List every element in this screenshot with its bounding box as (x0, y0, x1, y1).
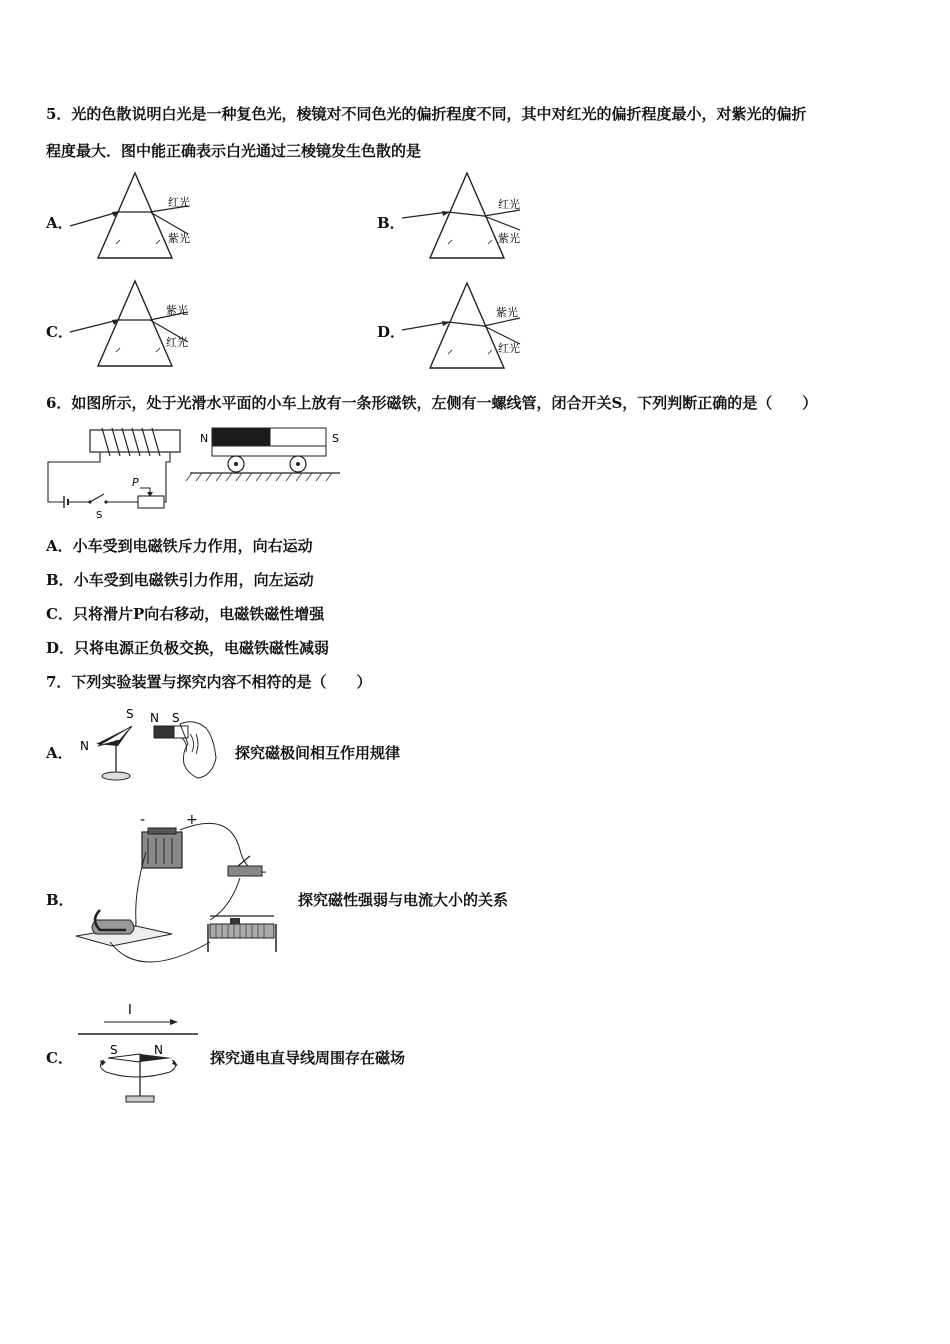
q7-option-a-compass-s: S (126, 707, 134, 721)
q7-option-b-electromagnet-circuit-figure (70, 812, 300, 977)
q5-option-b-top-label: 红光 (498, 198, 520, 211)
q5-stem-line1: 5．光的色散说明白光是一种复色光，棱镜对不同色光的偏折程度不同，其中对红光的偏折程度最小，对紫光的偏折 (46, 105, 807, 123)
q6-option-b: B．小车受到电磁铁引力作用，向左运动 (46, 571, 314, 589)
q6-option-d: D．只将电源正负极交换，电磁铁磁性减弱 (46, 639, 330, 657)
q7-option-b-label: B． (46, 891, 74, 909)
q7-option-b-minus: - (140, 812, 146, 828)
q7-option-a-compass-magnet-figure (76, 704, 226, 784)
q7-option-c-compass-s: S (110, 1043, 118, 1057)
q5-option-c-bottom-label: 红光 (166, 336, 188, 349)
q7-option-c-text: 探究通电直导线周围存在磁场 (210, 1049, 406, 1067)
q6-slider-p-label: P (132, 476, 139, 489)
q7-option-c-wire-compass-figure (74, 1000, 214, 1110)
q5-option-d-label: D． (377, 323, 406, 341)
q6-stem: 6．如图所示，处于光滑水平面的小车上放有一条形磁铁，左侧有一螺线管，闭合开关S，下列判断正确的是（ ） (46, 394, 818, 412)
q7-option-c-current-label: I (128, 1003, 132, 1018)
q7-option-a-text: 探究磁极间相互作用规律 (235, 744, 401, 762)
q7-option-b-plus: + (186, 812, 198, 828)
q5-option-a-label: A． (46, 214, 73, 232)
q5-option-c-label: C． (46, 323, 73, 341)
q6-solenoid-cart-figure (40, 422, 350, 522)
q7-option-c-label: C． (46, 1049, 73, 1067)
q6-magnet-n-label: N (200, 432, 209, 445)
q5-option-a-bottom-label: 紫光 (168, 232, 190, 245)
q5-option-a-top-label: 红光 (168, 196, 190, 209)
q5-stem-line2: 程度最大．图中能正确表示白光通过三棱镜发生色散的是 (46, 142, 422, 160)
q5-option-c-top-label: 紫光 (166, 304, 188, 317)
q6-switch-s-label: S (96, 510, 103, 521)
q6-option-c: C．只将滑片P向右移动，电磁铁磁性增强 (46, 605, 325, 623)
q5-option-a-prism-figure (60, 170, 200, 270)
q5-option-d-prism-figure (392, 280, 532, 380)
q6-magnet-s-label: S (332, 432, 339, 445)
q7-option-a-label: A． (46, 744, 73, 762)
q5-option-b-prism-figure (392, 170, 532, 270)
q6-option-a: A．小车受到电磁铁斥力作用，向右运动 (46, 537, 313, 555)
q7-option-a-magnet-s: S (172, 711, 180, 725)
q7-stem: 7．下列实验装置与探究内容不相符的是（ ） (46, 673, 372, 691)
q7-option-a-magnet-n: N (150, 711, 159, 725)
q7-option-a-compass-n: N (80, 739, 89, 753)
q5-option-d-top-label: 紫光 (496, 306, 518, 319)
q7-option-c-compass-n: N (154, 1043, 163, 1057)
q5-option-d-bottom-label: 红光 (498, 342, 520, 355)
q5-option-b-bottom-label: 紫光 (498, 232, 520, 245)
q5-option-b-label: B． (377, 214, 405, 232)
q7-option-b-text: 探究磁性强弱与电流大小的关系 (298, 891, 509, 909)
q5-option-c-prism-figure (60, 278, 200, 378)
